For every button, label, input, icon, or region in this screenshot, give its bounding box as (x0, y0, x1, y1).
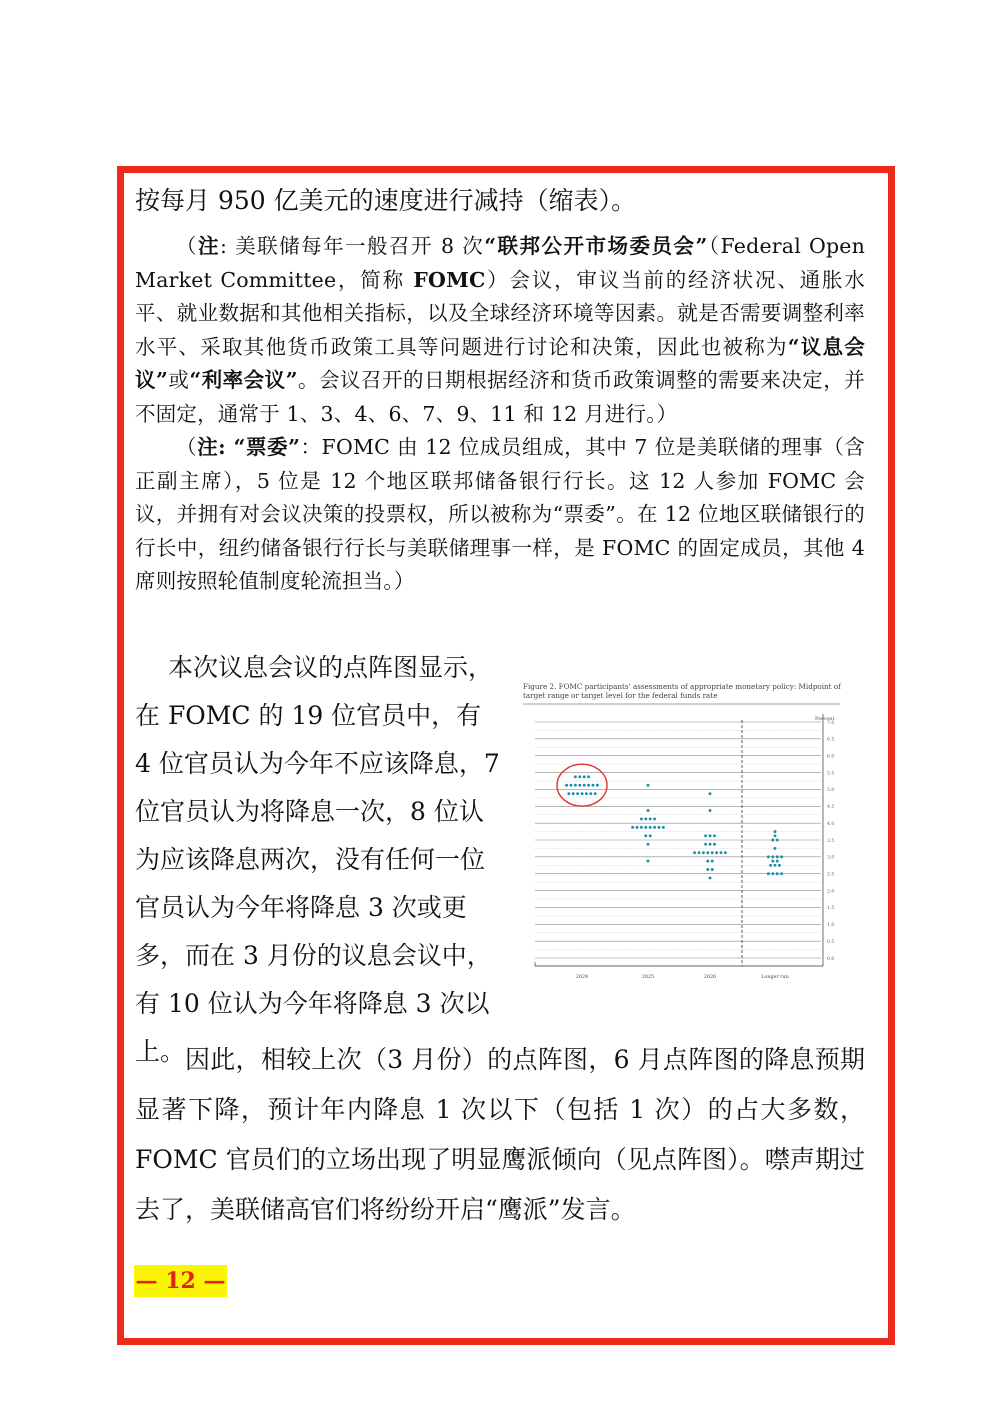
dot-marker (578, 775, 581, 778)
note-bold: : “票委” (218, 435, 301, 459)
note-text: ：FOMC 由 12 位成员组成，其中 7 位是美联储的理事（含正副主席），5 位是 12 个地区联邦储备银行行长。这 12 人参加 FOMC 会议，并拥有对会议决策的投票权，所以被称为“票委”。在 12 位地区联储银行的行长中，纽约储备银行行长与美联储理事一样，是 FOMC 的固定成员，其他 4 席则按照轮值制度轮流担当。） (135, 435, 866, 593)
dot-marker (647, 860, 650, 863)
dot-marker (649, 826, 652, 829)
dot-marker (578, 784, 581, 787)
note-bold: “利率会议” (189, 368, 298, 392)
dot-marker (649, 817, 652, 820)
y-tick-label: 2.0 (827, 889, 835, 895)
note-text: ）会议，审议当前的经济状况、通胀水平、就业数据和其他相关指标，以及全球经济环境等因素。就是否需要调整利率水平、采取其他货币政策工具等问题进行讨论和决策，因此也被称为 (135, 267, 865, 359)
dot-marker (644, 834, 647, 837)
y-tick-label: 2.5 (827, 872, 835, 878)
dot-marker (702, 851, 705, 854)
dot-marker (776, 872, 779, 875)
dot-marker (774, 830, 777, 833)
dot-marker (594, 792, 597, 795)
dot-marker (709, 809, 712, 812)
dot-marker (636, 826, 639, 829)
y-axis-label: Percent (815, 716, 835, 722)
dot-marker (715, 851, 718, 854)
dot-marker (583, 784, 586, 787)
note-bold: “议息会议” (135, 334, 865, 392)
dot-marker (576, 792, 579, 795)
dot-marker (771, 872, 774, 875)
y-tick-label: 1.0 (827, 923, 835, 929)
note-text: 。会议召开的日期根据经济和货币政策调整的需要来决定，并不固定，通常于 1、3、4、6、7、9、11 和 12 月进行。） (135, 368, 865, 426)
y-tick-label: 3.5 (827, 838, 835, 844)
y-tick-label: 5.5 (827, 771, 835, 777)
note-label: 注 (197, 435, 219, 459)
dot-marker (709, 834, 712, 837)
dot-marker (769, 864, 772, 867)
y-tick-label: 6.0 (827, 754, 835, 760)
dot-plot-chart (515, 680, 855, 990)
highlight-circle (557, 764, 607, 806)
note-text: : 美联储每年一般召开 8 次 (220, 234, 485, 258)
dot-marker (711, 860, 714, 863)
note-bold: FOMC (413, 267, 486, 292)
x-tick-label: 2024 (575, 975, 589, 980)
dot-marker (780, 872, 783, 875)
dot-marker (704, 843, 707, 846)
note-text: （Federal Open Market Committee，简称 (135, 234, 866, 292)
dot-marker (776, 839, 779, 842)
dot-marker (704, 834, 707, 837)
dot-marker (662, 826, 665, 829)
fomc-dot-plot-figure (515, 680, 855, 990)
y-tick-label: 5.0 (827, 788, 835, 794)
x-tick-label: 2026 (703, 975, 717, 980)
y-tick-label: 0.5 (827, 939, 835, 945)
dot-marker (693, 851, 696, 854)
dot-marker (592, 784, 595, 787)
upper-text (135, 178, 865, 599)
dot-marker (774, 847, 777, 850)
dot-marker (771, 860, 774, 863)
conclusion-paragraph: 因此，相较上次（3 月份）的点阵图，6 月点阵图的降息预期显著下降，预计年内降息 1 次以下（包括 1 次）的占大多数，FOMC 官员们的立场出现了明显鹰派倾向（见点阵图）。噤声期过去了，美联储高官们将纷纷开启“鹰派”发言。 (135, 1045, 865, 1224)
dot-marker (647, 843, 650, 846)
note-label: 注 (198, 234, 220, 258)
dot-marker (776, 855, 779, 858)
dot-marker (709, 876, 712, 879)
dot-marker (653, 826, 656, 829)
dotplot-paragraph: 本次议息会议的点阵图显示，在 FOMC 的 19 位官员中，有 4 位官员认为今年不应该降息，7 位官员认为将降息一次，8 位认为应该降息两次，没有任何一位官员认为今年将降息 3 次或更多，而在 3 月份的议息会议中，有 10 位认为今年将降息 3 次以上。 (135, 653, 500, 1066)
dot-marker (709, 792, 712, 795)
note-fomc (135, 230, 865, 431)
note-voters (135, 431, 865, 599)
dot-marker (572, 792, 575, 795)
dot-marker (574, 775, 577, 778)
dot-marker (778, 864, 781, 867)
dot-marker (647, 809, 650, 812)
dot-marker (647, 784, 650, 787)
note-text: 或 (168, 368, 190, 392)
dot-marker (581, 792, 584, 795)
note-open: （ (176, 435, 198, 459)
dot-marker (653, 817, 656, 820)
dot-marker (774, 834, 777, 837)
dot-marker (698, 851, 701, 854)
dot-marker (713, 843, 716, 846)
dot-marker (640, 817, 643, 820)
dot-marker (640, 826, 643, 829)
dot-marker (706, 851, 709, 854)
dot-marker (589, 792, 592, 795)
dot-marker (771, 855, 774, 858)
dot-marker (658, 826, 661, 829)
dot-marker (711, 851, 714, 854)
dot-marker (596, 784, 599, 787)
dot-marker (587, 784, 590, 787)
figure-caption: Figure 2. FOMC participants' assessments of appropriate monetary policy: Midpoint of target range or target level for the federal funds rate (523, 682, 841, 700)
y-tick-label: 6.5 (827, 737, 835, 743)
y-tick-label: 3.0 (827, 855, 835, 861)
dot-marker (567, 792, 570, 795)
conclusion-block (135, 1035, 865, 1235)
dotplot-description (135, 644, 500, 1076)
y-tick-label: 4.5 (827, 805, 835, 811)
dot-marker (570, 784, 573, 787)
dot-marker (565, 784, 568, 787)
note-open: （ (176, 234, 198, 258)
dot-marker (583, 775, 586, 778)
y-tick-label: 1.5 (827, 906, 835, 912)
dot-marker (713, 834, 716, 837)
x-tick-label: Longer run (761, 975, 789, 980)
page-number: — 12 — (134, 1265, 227, 1297)
dot-marker (587, 775, 590, 778)
dot-marker (706, 860, 709, 863)
dot-marker (644, 817, 647, 820)
dot-marker (706, 868, 709, 871)
dot-marker (724, 851, 727, 854)
y-tick-label: 4.0 (827, 821, 835, 827)
dot-marker (767, 872, 770, 875)
dot-marker (776, 860, 779, 863)
y-tick-label: 0.0 (827, 956, 835, 962)
dot-marker (780, 855, 783, 858)
dot-marker (767, 855, 770, 858)
dot-marker (631, 826, 634, 829)
lead-line: 按每月 950 亿美元的速度进行减持（缩表）。 (135, 186, 637, 215)
dot-marker (585, 792, 588, 795)
note-bold: “联邦公开市场委员会” (484, 234, 708, 258)
x-tick-label: 2025 (641, 975, 655, 980)
y-tick-label: 7.0 (827, 720, 835, 726)
dot-marker (720, 851, 723, 854)
dot-marker (649, 834, 652, 837)
dot-marker (711, 868, 714, 871)
dot-marker (709, 843, 712, 846)
dot-marker (774, 864, 777, 867)
dot-marker (574, 784, 577, 787)
dot-marker (644, 826, 647, 829)
dot-marker (771, 839, 774, 842)
